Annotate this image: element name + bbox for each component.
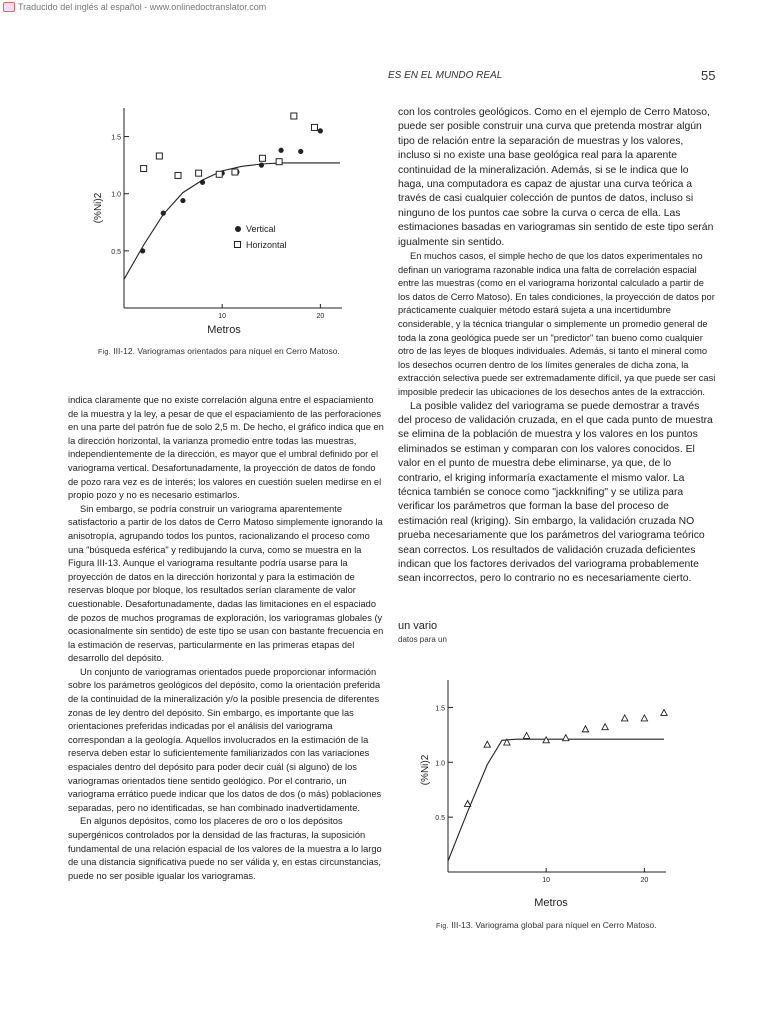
translation-banner[interactable] (0, 0, 266, 14)
figure-caption-text: III-13. Variograma global para níquel en Cerro Matoso. (451, 920, 657, 930)
x-axis-label: Metros (207, 324, 241, 336)
y-tick-label: 1.5 (435, 705, 445, 713)
data-point (464, 800, 470, 806)
data-point-horizontal (196, 170, 202, 176)
data-point (484, 741, 490, 747)
data-point-vertical (278, 148, 283, 153)
figure-caption-prefix: Fig. (436, 923, 449, 930)
paragraph: Un conjunto de variogramas orientados puede proporcionar información sobre los parámetros geológicos del depósito, como la orientación preferida de la continuidad de la mineralización y/o la posible presencia de diferentes zonas de ley dentro del depósito. Sin embargo, es importante que las orientaciones preferidas indicadas por el análisis del variograma correspondan a la geología. Aquellos involucrados en la estimación de la reserva deben estar lo suficientemente familiarizados con las variaciones espaciales dentro del depósito para poder decir cuál (si alguno) de los variogramas orientados tiene sentido geológico. Por el contrario, un variograma errático puede indicar que los datos de dos (o más) poblaciones separadas, pero no identificadas, se han combinado inadvertidamente. (68, 666, 382, 813)
data-point-horizontal (216, 171, 222, 177)
paragraph: Sin embargo, se podría construir un variograma aparentemente satisfactorio a partir de los datos de Cerro Matoso simplemente ignorando la anisotropía, agrupando todos los puntos, racionalizando el proceso como una "búsqueda esférica" y redibujando la curva, como se muestra en la Figura III-13. Aunque el variograma resultante podría usarse para la proyección de datos en la dirección horizontal y para la estimación de reservas bloque por bloque, los resultados serían claramente de valor cuestionable. Desafortunadamente, dadas las limitaciones en el espaciado de pozos de muchos programas de exploración, los variogramas globales (y ocasionalmente sin sentido) de este tipo se usan con bastante frecuencia en la estimación de reservas, particularmente en las primeras etapas del desarrollo del depósito. (68, 503, 384, 664)
data-point (523, 732, 529, 738)
data-point-vertical (161, 211, 166, 216)
data-point-horizontal (311, 124, 317, 130)
data-point-horizontal (156, 153, 162, 159)
data-point (543, 737, 549, 743)
document-translate-icon (3, 2, 15, 12)
y-tick-label: 0.5 (435, 815, 445, 823)
page-number: 55 (701, 68, 716, 83)
figure-iii-12-caption (98, 346, 340, 356)
y-tick-label: 1.0 (111, 191, 121, 199)
fit-curve (448, 739, 664, 861)
fragment-large: un vario (398, 620, 438, 632)
legend-marker-vertical (235, 226, 241, 232)
data-point (622, 715, 628, 721)
y-tick-label: 1.0 (435, 760, 445, 768)
figure-iii-13-caption (436, 920, 657, 930)
figure-iii-13-chart (408, 670, 678, 914)
paragraph: En algunos depósitos, como los placeres de oro o los depósitos supergénicos controlados por la densidad de las fracturas, la suposición fundamental de una relación espacial de los valores de la muestra a lo largo de una distancia significativa puede no ser válida y, en estas circunstancias, puede no ser posible igualar los variogramas. (68, 816, 382, 881)
fragment-small: datos para un (398, 635, 447, 644)
figure-caption-prefix: Fig. (98, 349, 111, 356)
paragraph: La posible validez del variograma se puede demostrar a través del proceso de validación cruzada, en el que cada punto de muestra se elimina de la población de muestra y los valores en los puntos eliminados se estiman y comparan con los valores conocidos. El valor en el punto de muestra debe eliminarse, ya que, de lo contrario, el kriging informaría exactamente el mismo valor. La técnica también se conoce como "jackknifing" y se utiliza para verificar los parámetros que forman la base del proceso de estimación real (kriging). Sin embargo, la validación cruzada NO prueba necesariamente que los parámetros del variograma teórico sean correctos. Los resultados de validación cruzada deficientes indican que los factores derivados del variograma probablemente sean incorrectos, pero lo contrario no es necesariamente cierto. (398, 400, 713, 585)
data-point-horizontal (276, 159, 282, 165)
figure-iii-12-chart (84, 98, 354, 342)
data-point (641, 715, 647, 721)
data-point-horizontal (232, 169, 238, 175)
x-tick-label: 20 (316, 313, 325, 320)
paragraph: indica claramente que no existe correlación alguna entre el espaciamiento de la muestra y la ley, a pesar de que el espaciamiento de las perforaciones en una parte del patrón fue de solo 2,5 m. De hecho, el gráfico indica que en la dirección horizontal, la varianza promedio entre todas las muestras, independientemente de la dirección, es mayor que el umbral definido por el variograma vertical. Desafortunadamente, la proyección de datos de fondo de pozo rara vez es de interés; los valores en cuestión suelen medirse en el propio pozo y no es necesario estimarlos. (68, 395, 384, 501)
text-fragment (398, 620, 447, 644)
data-point (563, 735, 569, 741)
running-header: ES EN EL MUNDO REAL (388, 70, 503, 81)
x-axis-label: Metros (534, 897, 568, 909)
legend-label-vertical: Vertical (246, 224, 276, 234)
y-axis-label: (%Ni)2 (93, 192, 104, 224)
left-column (68, 394, 386, 883)
banner-text: Traducido del inglés al español - www.onlinedoctranslator.com (18, 2, 267, 12)
data-point-horizontal (291, 113, 297, 119)
x-tick-label: 10 (542, 877, 551, 884)
data-point-vertical (298, 149, 303, 154)
data-point-horizontal (141, 166, 147, 172)
data-point-vertical (140, 248, 145, 253)
legend-label-horizontal: Horizontal (246, 240, 287, 250)
fit-curve (124, 163, 340, 280)
data-point-horizontal (259, 155, 265, 161)
data-point-vertical (180, 198, 185, 203)
data-point (661, 709, 667, 715)
x-tick-label: 10 (218, 313, 227, 320)
data-point-vertical (318, 128, 323, 133)
data-point-vertical (200, 180, 205, 185)
legend-marker-horizontal (235, 242, 241, 248)
paragraph: En muchos casos, el simple hecho de que los datos experimentales no definan un variograma razonable indica una falta de correlación espacial entre las muestras (como en el variograma horizontal calculado a partir de los datos de Cerro Matoso). En tales condiciones, la proyección de datos por prácticamente cualquier método estará sujeta a una incertidumbre considerable, y la técnica triangular o simplemente un promedio general de toda la zona geológica puede ser un "predictor" tan bueno como cualquier otro de las leyes de bloques individuales. Además, si tanto el mineral como los desechos ocurren dentro de los límites generales de dicha zona, la extracción selectiva puede ser extremadamente difícil, ya que puede ser casi imposible predecir las ubicaciones de los desechos antes de la extracción. (398, 251, 716, 397)
data-point-horizontal (175, 172, 181, 178)
paragraph: con los controles geológicos. Como en el ejemplo de Cerro Matoso, puede ser posible construir una curva que pretenda mostrar algún tipo de relación entre la separación de muestras y los valores, incluso si no existe una base geológica real para la aparente continuidad de la mineralización. Además, si se le indica que lo haga, una computadora es capaz de ajustar una curva teórica a través de casi cualquier colección de puntos de datos, incluso si ninguno de los puntos cae sobre la curva o cerca de ella. Las estimaciones basadas en variogramas sin sentido de este tipo serán igualmente sin sentido. (398, 107, 714, 248)
x-tick-label: 20 (640, 877, 649, 884)
data-point (582, 726, 588, 732)
right-column (398, 106, 716, 587)
y-tick-label: 0.5 (111, 248, 121, 256)
legend (235, 224, 287, 250)
data-point-vertical (259, 163, 264, 168)
figure-caption-text: III-12. Variogramas orientados para níquel en Cerro Matoso. (113, 346, 340, 356)
y-tick-label: 1.5 (111, 134, 121, 142)
data-point (602, 724, 608, 730)
y-axis-label: (%Ni)2 (420, 754, 431, 786)
